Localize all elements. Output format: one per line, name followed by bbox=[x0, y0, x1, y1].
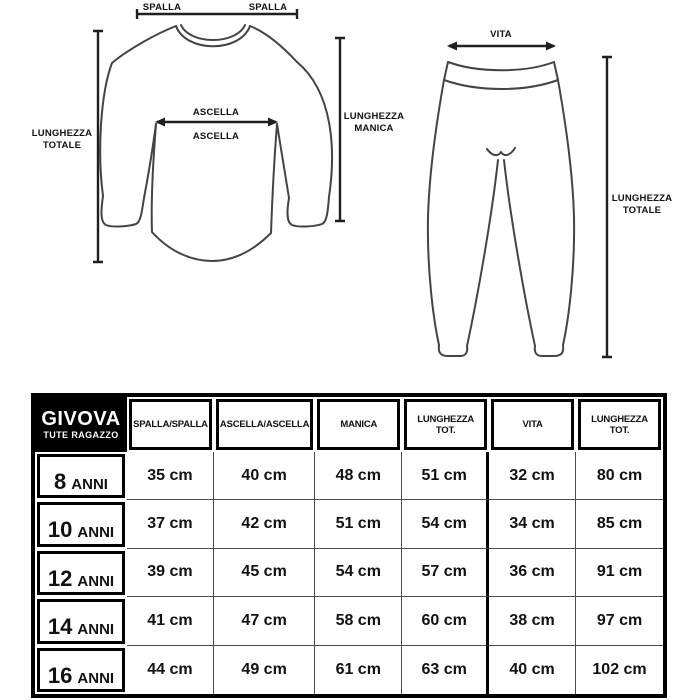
pants-left-outseam bbox=[428, 80, 444, 345]
shirt-right-sleeve-inner bbox=[277, 124, 289, 198]
pants-left-inseam bbox=[467, 160, 498, 346]
shirt-right-side bbox=[271, 124, 277, 233]
column-header-vita: VITA bbox=[491, 399, 574, 450]
pants-right-outseam bbox=[558, 80, 574, 345]
shirt-left-sleeve-outer bbox=[100, 63, 112, 196]
pants-right-cuff bbox=[535, 345, 563, 356]
pants-waistband-bottom bbox=[444, 80, 558, 89]
pants-waistband-left-edge bbox=[444, 62, 448, 80]
brand-cell bbox=[35, 397, 127, 452]
sleeve-length-measure-line bbox=[335, 38, 345, 221]
value-cell: 51 cm bbox=[315, 500, 402, 548]
size-number: 10 bbox=[47, 517, 73, 543]
shirt-length-label-line2: TOTALE bbox=[42, 140, 82, 151]
value-cell: 40 cm bbox=[489, 646, 576, 694]
value-cell: 80 cm bbox=[576, 452, 663, 500]
sweatshirt-drawing bbox=[100, 25, 332, 261]
spalla-label-left: SPALLA bbox=[142, 2, 182, 13]
value-cell: 54 cm bbox=[402, 500, 489, 548]
shirt-left-side bbox=[152, 124, 156, 232]
pants-length-label-line2: TOTALE bbox=[622, 205, 662, 216]
sleeve-length-label-line2: MANICA bbox=[354, 123, 394, 134]
size-cell-12-anni bbox=[37, 551, 125, 595]
brand-subtitle: TUTE RAGAZZO bbox=[43, 430, 119, 441]
shirt-length-label-line1: LUNGHEZZA bbox=[31, 128, 93, 139]
shirt-length-measure-line bbox=[93, 31, 103, 262]
shirt-hem bbox=[152, 232, 271, 261]
column-header-lunghezza-tot-pants: LUNGHEZZA TOT. bbox=[578, 399, 661, 450]
value-cell: 91 cm bbox=[576, 549, 663, 597]
value-cell: 48 cm bbox=[315, 452, 402, 500]
value-cell: 38 cm bbox=[489, 597, 576, 645]
vita-label: VITA bbox=[490, 29, 512, 40]
pants-length-measure-line bbox=[602, 57, 612, 357]
size-cell-10-anni bbox=[37, 502, 125, 546]
size-table bbox=[31, 393, 667, 698]
size-number: 14 bbox=[47, 614, 73, 640]
value-cell: 61 cm bbox=[315, 646, 402, 694]
pants-drawing bbox=[428, 62, 574, 356]
value-cell: 54 cm bbox=[315, 549, 402, 597]
shirt-left-cuff bbox=[101, 196, 144, 227]
size-number: 8 bbox=[54, 469, 67, 494]
size-cell-14-anni bbox=[37, 599, 125, 643]
value-cell: 36 cm bbox=[489, 549, 576, 597]
ascella-label-top: ASCELLA bbox=[192, 107, 240, 118]
size-word: ANNI bbox=[77, 524, 115, 542]
value-cell: 44 cm bbox=[127, 646, 214, 694]
vita-arrow-left bbox=[447, 42, 457, 51]
value-cell: 34 cm bbox=[489, 500, 576, 548]
value-cell: 63 cm bbox=[402, 646, 489, 694]
size-word: ANNI bbox=[71, 476, 108, 493]
shirt-left-shoulder bbox=[112, 26, 176, 63]
value-cell: 45 cm bbox=[214, 549, 315, 597]
vita-arrow-right bbox=[546, 42, 556, 51]
size-number: 16 bbox=[47, 662, 73, 688]
value-cell: 37 cm bbox=[127, 500, 214, 548]
shirt-right-shoulder bbox=[250, 26, 297, 62]
size-word: ANNI bbox=[77, 621, 115, 639]
pants-waistband-top bbox=[448, 62, 554, 70]
size-number: 12 bbox=[47, 565, 73, 591]
value-cell: 41 cm bbox=[127, 597, 214, 645]
value-cell: 102 cm bbox=[592, 660, 647, 678]
pants-crotch-seam bbox=[487, 148, 515, 155]
value-cell: 47 cm bbox=[214, 597, 315, 645]
value-cell: 58 cm bbox=[315, 597, 402, 645]
size-cell-16-anni bbox=[37, 648, 125, 692]
shirt-right-sleeve-outer bbox=[297, 62, 332, 197]
value-cell: 42 cm bbox=[214, 500, 315, 548]
size-word: ANNI bbox=[77, 572, 115, 590]
value-cell: 35 cm bbox=[127, 452, 214, 500]
pants-right-inseam bbox=[504, 160, 535, 346]
value-cell: 49 cm bbox=[214, 646, 315, 694]
size-cell-8-anni bbox=[37, 454, 125, 498]
spalla-label-right: SPALLA bbox=[248, 2, 288, 13]
value-cell: 85 cm bbox=[576, 500, 663, 548]
column-header-lunghezza-tot-shirt: LUNGHEZZA TOT. bbox=[404, 399, 487, 450]
column-header-manica: MANICA bbox=[317, 399, 400, 450]
shirt-right-cuff bbox=[287, 197, 329, 227]
value-cell: 32 cm bbox=[489, 452, 576, 500]
column-header-ascella: ASCELLA/ASCELLA bbox=[216, 399, 313, 450]
pants-left-cuff bbox=[439, 345, 467, 356]
sleeve-length-label-line1: LUNGHEZZA bbox=[343, 111, 405, 122]
pants-measure-lines bbox=[447, 42, 612, 358]
shirt-collar-inner bbox=[181, 25, 245, 40]
value-cell: 40 cm bbox=[214, 452, 315, 500]
brand-name: GIVOVA bbox=[41, 408, 121, 431]
shirt-collar-outer bbox=[176, 26, 250, 46]
value-cell: 39 cm bbox=[127, 549, 214, 597]
value-cell: 51 cm bbox=[402, 452, 489, 500]
pants-waistband-right-edge bbox=[554, 62, 558, 80]
pants-length-label-line1: LUNGHEZZA bbox=[611, 193, 673, 204]
column-header-spalla: SPALLA/SPALLA bbox=[129, 399, 212, 450]
ascella-label-bottom: ASCELLA bbox=[192, 131, 240, 142]
value-cell: 57 cm bbox=[402, 549, 489, 597]
value-cell: 60 cm bbox=[402, 597, 489, 645]
value-cell: 97 cm bbox=[576, 597, 663, 645]
size-word: ANNI bbox=[77, 669, 115, 687]
